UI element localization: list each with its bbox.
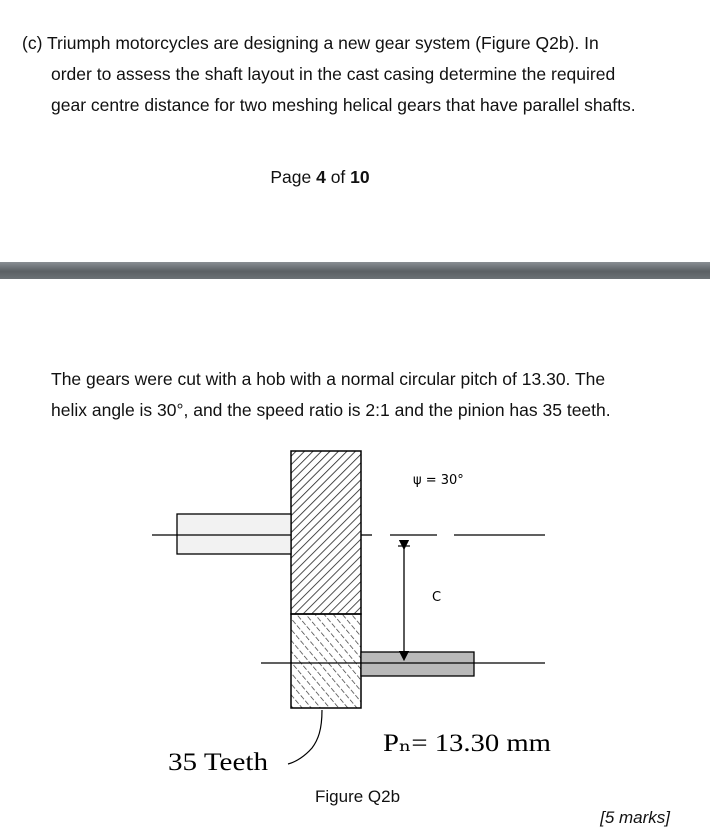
gear-lower-hatched bbox=[291, 614, 361, 708]
page-current: 4 bbox=[316, 167, 326, 187]
helix-angle-label: ψ = 30° bbox=[413, 473, 464, 488]
page-of: of bbox=[325, 167, 351, 187]
centre-distance-label: C bbox=[432, 590, 442, 605]
body-line-1: The gears were cut with a hob with a normal circular pitch of 13.30. The bbox=[51, 369, 606, 389]
question-c-line-1: (c) Triumph motorcycles are designing a new gear system (Figure Q2b). In bbox=[22, 33, 599, 53]
page-total: 10 bbox=[350, 167, 370, 187]
upper-shaft bbox=[177, 514, 291, 554]
question-c-line-3: gear centre distance for two meshing helical gears that have parallel shafts. bbox=[51, 95, 636, 115]
teeth-leader bbox=[288, 710, 322, 764]
page-prefix: Page bbox=[270, 167, 317, 187]
question-c-line-2: order to assess the shaft layout in the cast casing determine the required bbox=[51, 64, 616, 84]
lower-shaft bbox=[361, 652, 474, 676]
marks-label: [5 marks] bbox=[600, 808, 670, 827]
normal-pitch-label: Pₙ= 13.30 mm bbox=[383, 730, 552, 757]
figure-caption: Figure Q2b bbox=[315, 787, 401, 806]
gear-upper-hatched bbox=[291, 451, 361, 614]
body-line-2: helix angle is 30°, and the speed ratio is 2:1 and the pinion has 35 teeth. bbox=[51, 400, 611, 420]
teeth-count-label: 35 Teeth bbox=[168, 749, 269, 776]
